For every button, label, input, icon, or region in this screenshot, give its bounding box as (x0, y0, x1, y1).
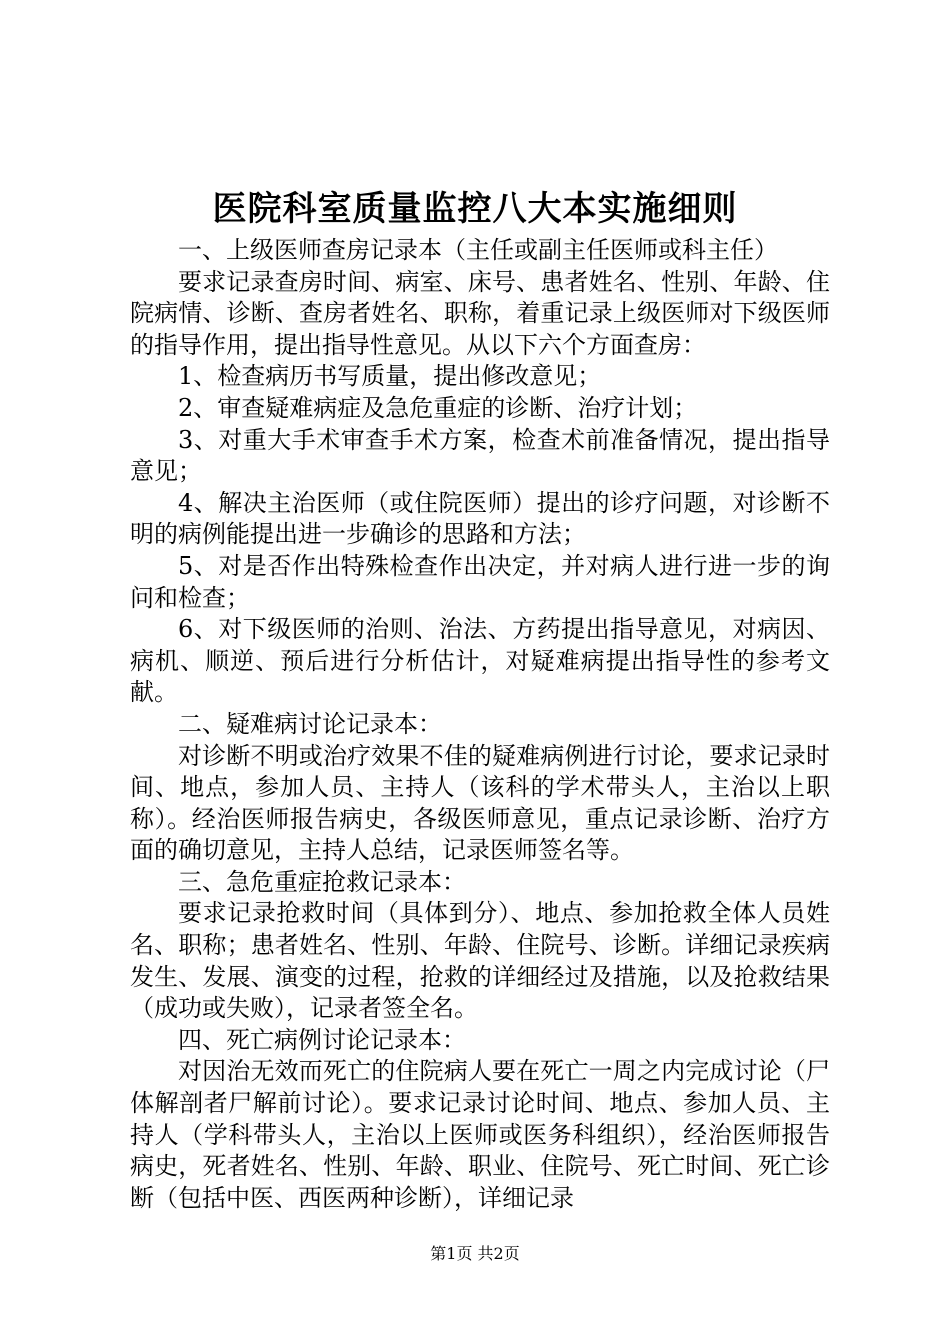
paragraph: 对因治无效而死亡的住院病人要在死亡一周之内完成讨论（尸体解剖者尸解前讨论）。要求记录讨论时间、地点、参加人员、主持人（学科带头人，主治以上医师或医务科组织），经治医师报告病史，死者姓名、性别、年龄、职业、住院号、死亡时间、死亡诊断（包括中医、西医两种诊断），详细记录 (130, 1057, 830, 1212)
list-item: 2、审查疑难病症及急危重症的诊断、治疗计划； (178, 393, 698, 422)
section-heading-1: 一、上级医师查房记录本（主任或副主任医师或科主任） (178, 236, 778, 264)
section-heading-2: 二、疑难病讨论记录本： (178, 709, 442, 738)
list-item: 5、对是否作出特殊检查作出决定，并对病人进行进一步的询问和检查； (130, 551, 830, 612)
list-item: 1、检查病历书写质量，提出修改意见； (178, 362, 602, 391)
list-item: 3、对重大手术审查手术方案，检查术前准备情况，提出指导意见； (130, 425, 830, 486)
section-heading-3: 三、急危重症抢救记录本： (178, 867, 466, 896)
paragraph: 要求记录查房时间、病室、床号、患者姓名、性别、年龄、住院病情、诊断、查房者姓名、职称，着重记录上级医师对下级医师的指导作用，提出指导性意见。从以下六个方面查房： (130, 267, 830, 359)
paragraph: 对诊断不明或治疗效果不佳的疑难病例进行讨论，要求记录时间、地点，参加人员、主持人（该科的学术带头人，主治以上职称）。经治医师报告病史，各级医师意见，重点记录诊断、治疗方面的确切意见，主持人总结，记录医师签名等。 (130, 741, 830, 865)
list-item: 4、解决主治医师（或住院医师）提出的诊疗问题，对诊断不明的病例能提出进一步确诊的思路和方法； (130, 488, 830, 549)
document-body (130, 235, 830, 1214)
document-title: 医院科室质量监控八大本实施细则 (212, 189, 738, 229)
list-item: 6、对下级医师的治则、治法、方药提出指导意见，对病因、病机、顺逆、预后进行分析估计，对疑难病提出指导性的参考文献。 (130, 615, 830, 707)
page-number-footer: 第1页 共2页 (430, 1244, 520, 1263)
paragraph: 要求记录抢救时间（具体到分）、地点、参加抢救全体人员姓名、职称；患者姓名、性别、年龄、住院号、诊断。详细记录疾病发生、发展、演变的过程，抢救的详细经过及措施，以及抢救结果（成功或失败），记录者签全名。 (130, 899, 830, 1023)
section-heading-4: 四、死亡病例讨论记录本： (178, 1025, 466, 1054)
